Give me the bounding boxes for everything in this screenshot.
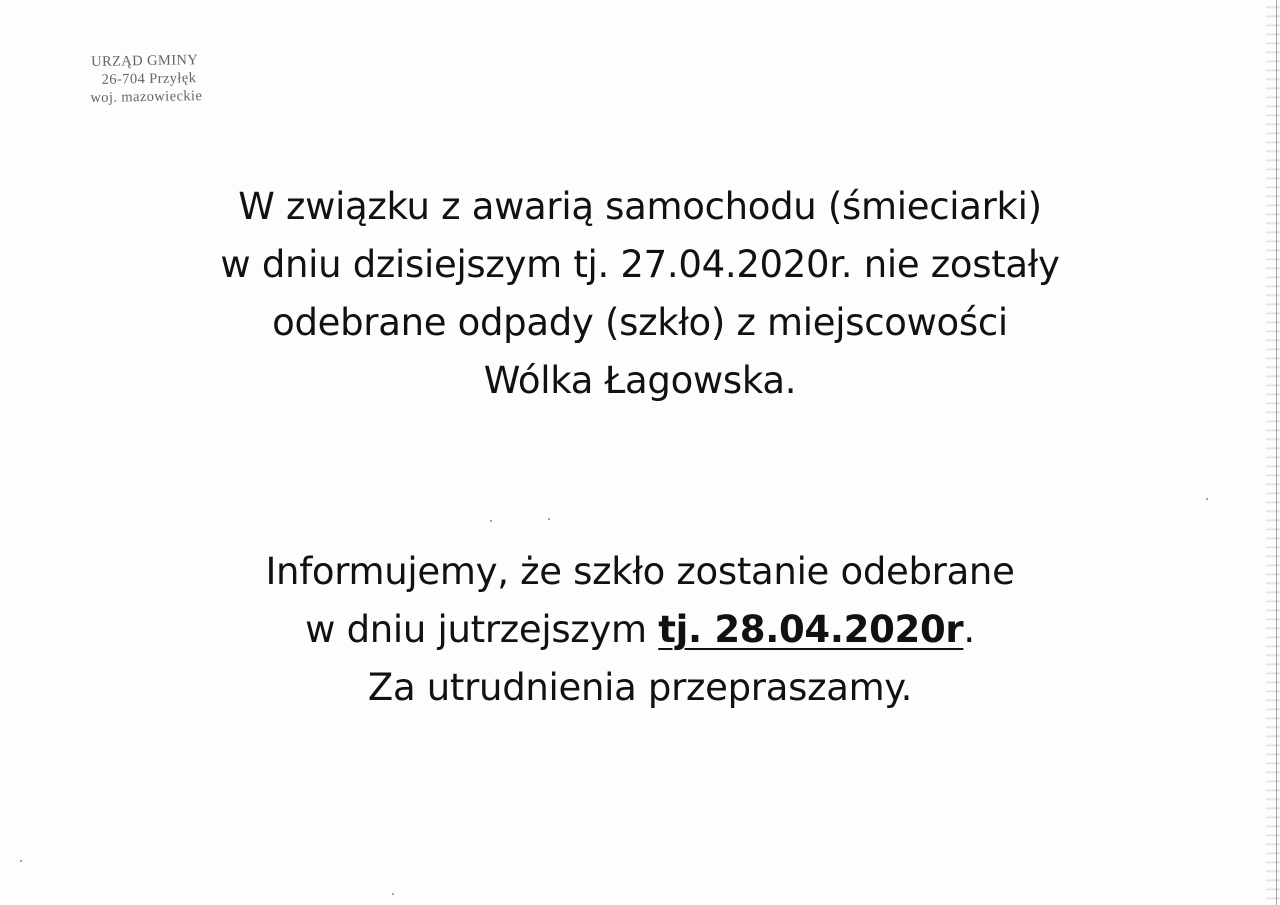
pickup-date-suffix: .: [963, 608, 975, 651]
office-stamp: [64, 51, 235, 108]
scan-speck: [20, 860, 22, 862]
notice-line: odebrane odpady (szkło) z miejscowości: [272, 301, 1008, 344]
scan-speck: [1206, 498, 1208, 500]
notice-line-pickup-date: [0, 601, 1280, 659]
scan-edge-artifact: [1266, 0, 1280, 905]
notice-line: Informujemy, że szkło zostanie odebrane: [265, 550, 1015, 593]
stamp-voivodeship: woj. mazowieckie: [90, 88, 203, 107]
scan-speck: [548, 518, 550, 520]
notice-line: W związku z awarią samochodu (śmieciarki): [238, 185, 1042, 228]
stamp-office-name: URZĄD GMINY: [90, 52, 199, 71]
stamp-postal-address: 26-704 Przyłęk: [101, 70, 197, 88]
notice-line: w dniu dzisiejszym tj. 27.04.2020r. nie zostały: [220, 243, 1060, 286]
scan-edge-line: [1276, 0, 1277, 905]
notice-paragraph-1: [0, 178, 1280, 410]
notice-paragraph-2: [0, 543, 1280, 717]
pickup-date-prefix: w dniu jutrzejszym: [305, 608, 659, 651]
scan-speck: [392, 893, 394, 895]
notice-line: Wólka Łagowska.: [483, 359, 797, 402]
pickup-date-emphasis: tj. 28.04.2020r: [658, 608, 964, 651]
notice-apology: Za utrudnienia przepraszamy.: [367, 666, 913, 709]
scan-speck: [490, 520, 492, 522]
